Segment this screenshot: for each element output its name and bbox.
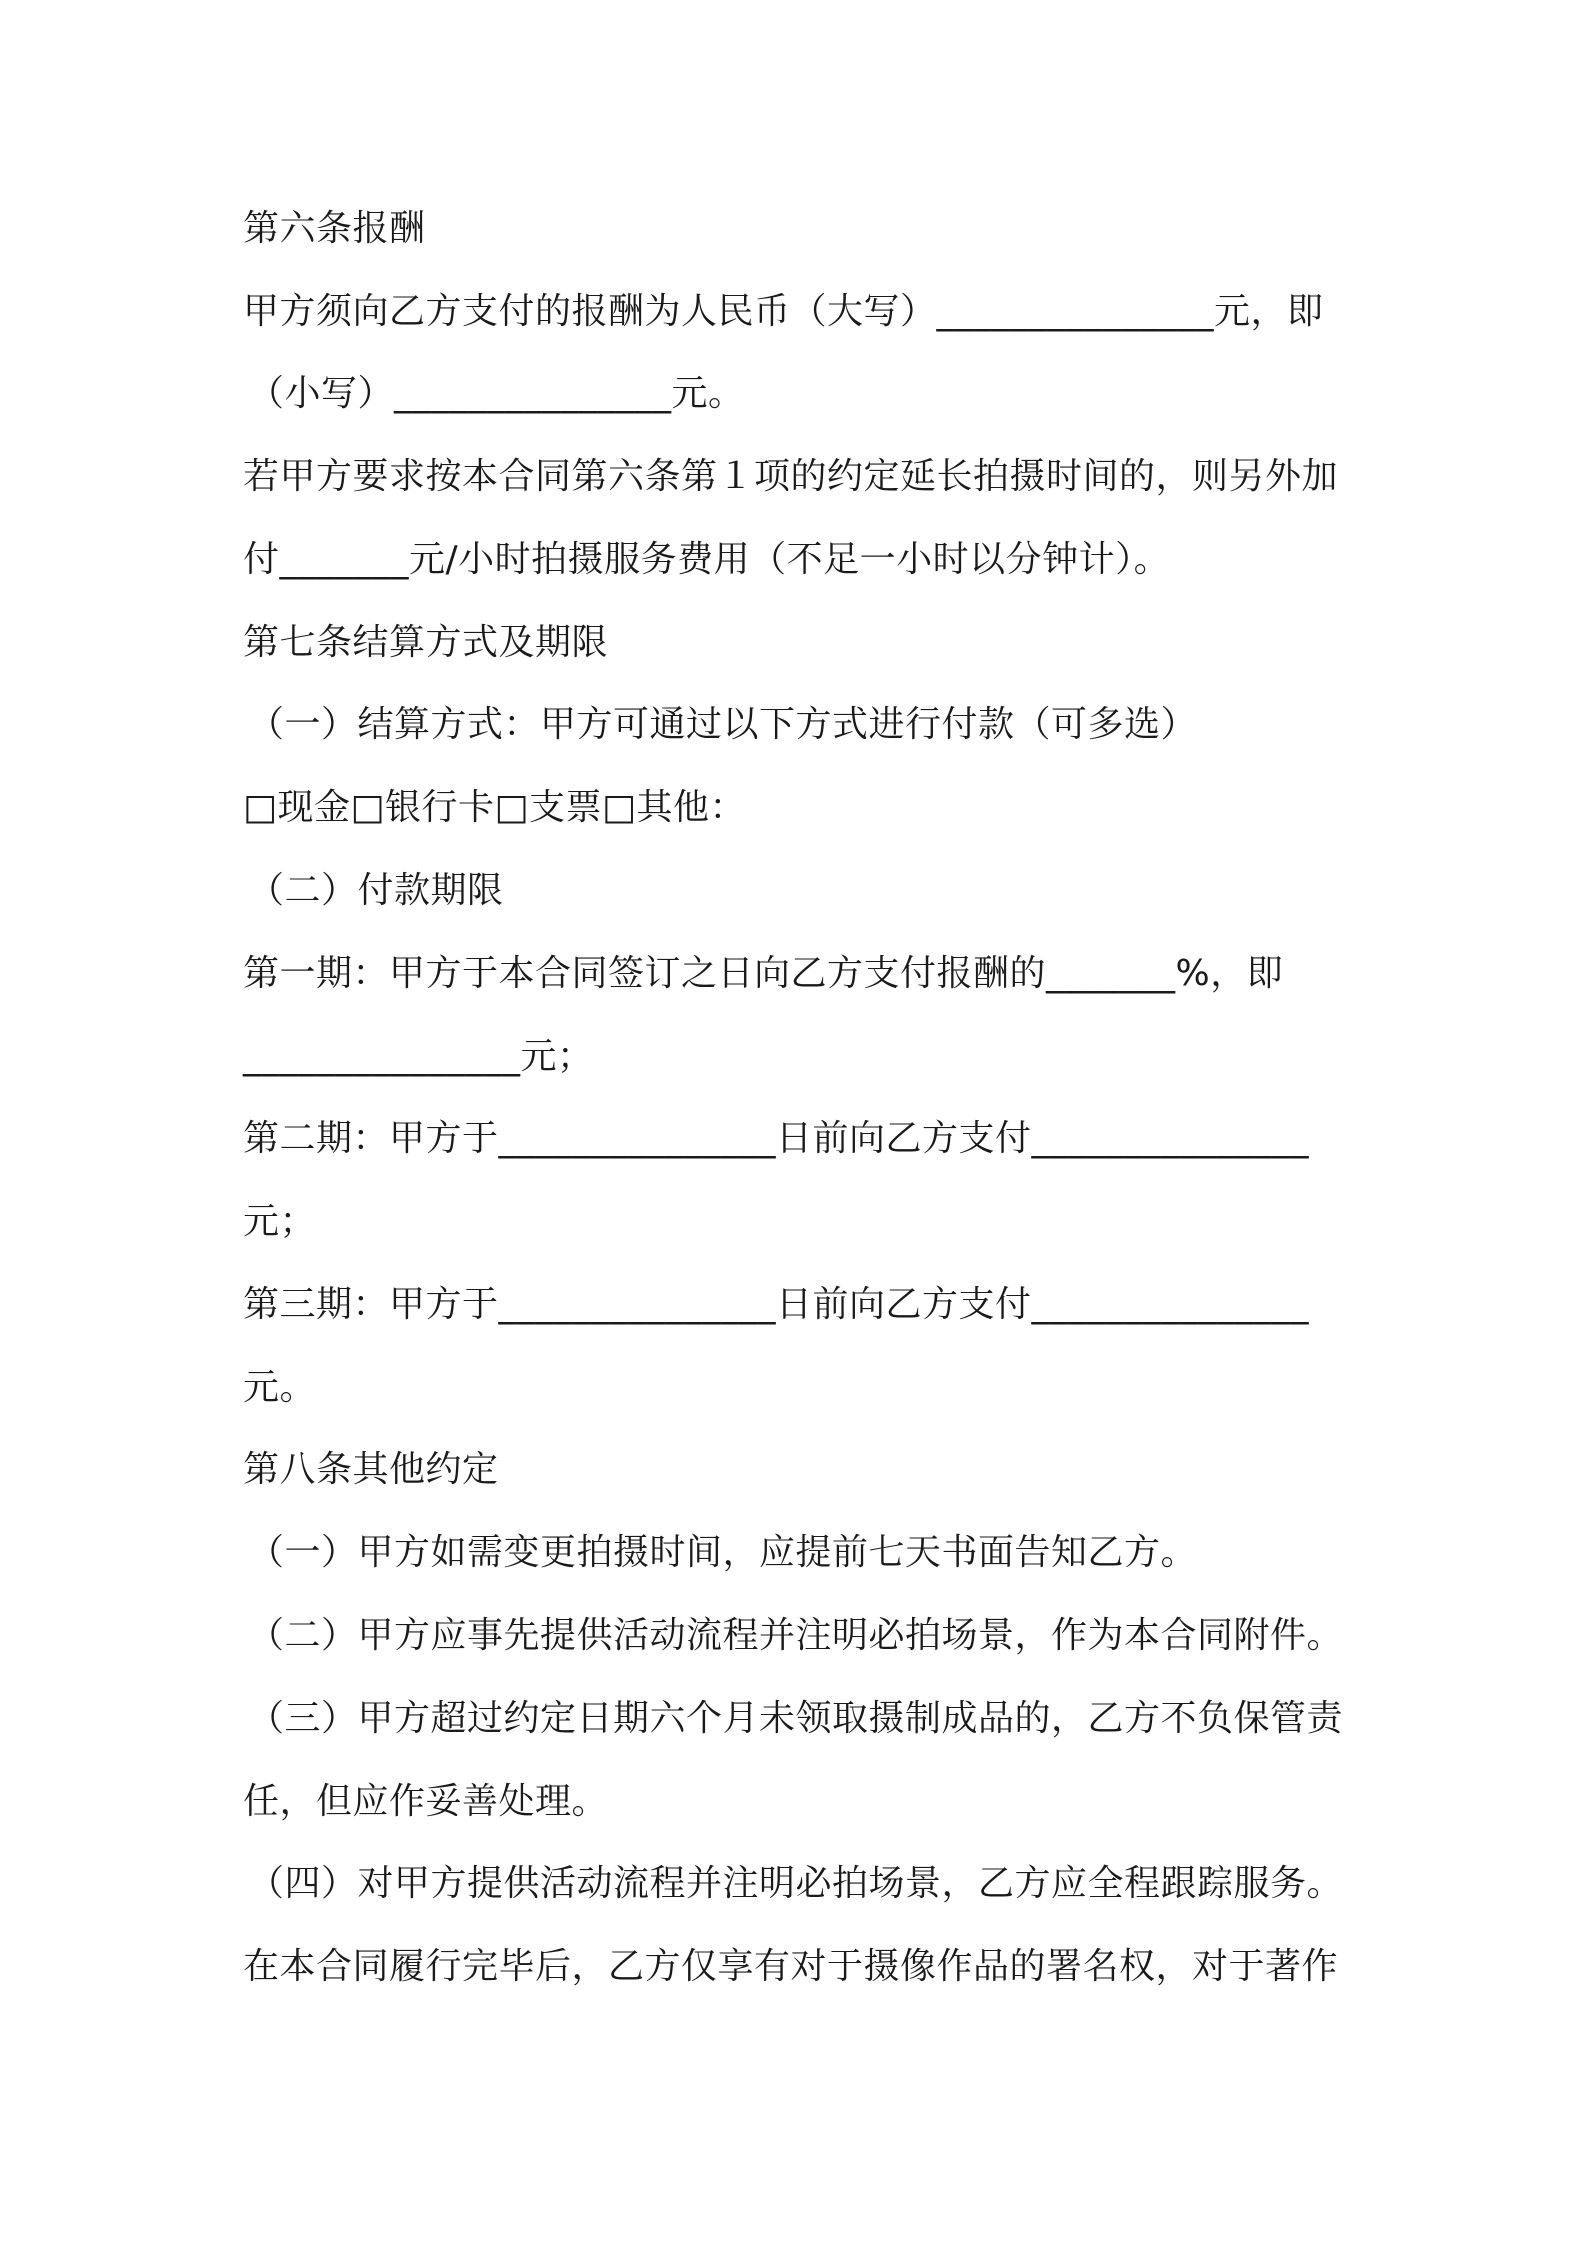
extension-clause-line-1: 若甲方要求按本合同第六条第１项的约定延长拍摄时间的，则另外加 (243, 456, 1339, 497)
other-clause-4: （四）对甲方提供活动流程并注明必拍场景，乙方应全程跟踪服务。 (248, 1863, 1344, 1904)
settlement-method-heading: （一）结算方式：甲方可通过以下方式进行付款（可多选） (248, 704, 1198, 745)
payment-period-heading: （二）付款期限 (248, 870, 504, 911)
extension-clause-line-2: 付_______元/小时拍摄服务费用（不足一小时以分钟计）。 (243, 539, 1171, 580)
installment-3-line-2: 元。 (243, 1367, 317, 1408)
installment-2-line-2: 元； (243, 1201, 317, 1242)
installment-2-line-1: 第二期：甲方于_______________日前向乙方支付_______________ (243, 1118, 1310, 1159)
installment-3-line-1: 第三期：甲方于_______________日前向乙方支付_______________ (243, 1284, 1310, 1325)
other-clause-1: （一）甲方如需变更拍摄时间，应提前七天书面告知乙方。 (248, 1532, 1198, 1573)
installment-1-line-1: 第一期：甲方于本合同签订之日向乙方支付报酬的_______%，即 (243, 953, 1284, 994)
other-clause-3-line-1: （三）甲方超过约定日期六个月未领取摄制成品的，乙方不负保管责 (248, 1698, 1344, 1739)
copyright-clause-line-1: 在本合同履行完毕后，乙方仅享有对于摄像作品的署名权，对于著作 (243, 1946, 1339, 1987)
installment-1-line-2: _______________元； (243, 1036, 594, 1077)
article-7-heading: 第七条结算方式及期限 (243, 622, 609, 663)
remuneration-amount-uppercase: 甲方须向乙方支付的报酬为人民币（大写）_______________元，即 (243, 291, 1324, 332)
remuneration-amount-lowercase: （小写）_______________元。 (248, 373, 745, 414)
payment-method-options: □现金□银行卡□支票□其他： (243, 787, 747, 828)
other-clause-3-line-2: 任，但应作妥善处理。 (243, 1781, 609, 1822)
article-8-heading: 第八条其他约定 (243, 1449, 499, 1490)
other-clause-2: （二）甲方应事先提供活动流程并注明必拍场景，作为本合同附件。 (248, 1615, 1344, 1656)
article-6-heading: 第六条报酬 (243, 208, 426, 249)
